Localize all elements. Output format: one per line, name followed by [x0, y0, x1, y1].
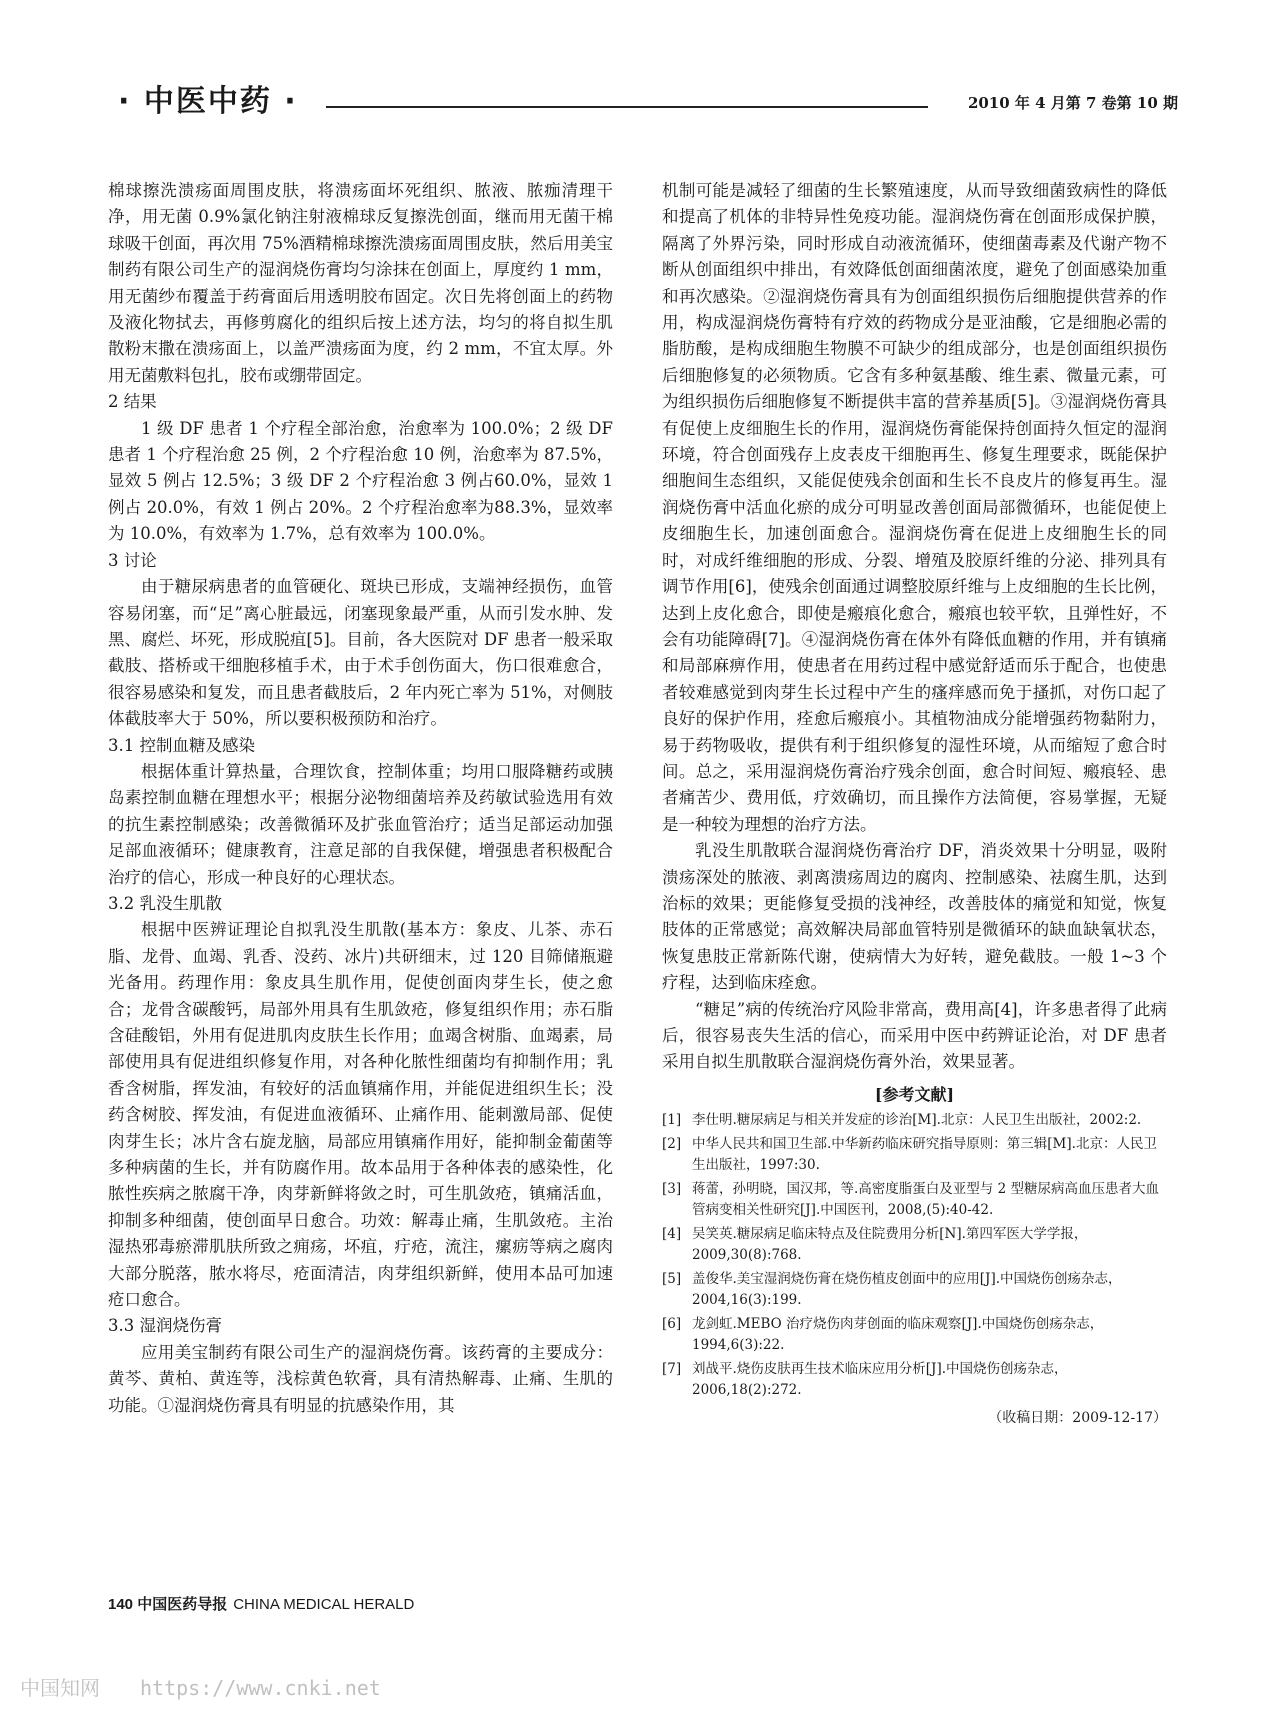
watermark-site: 中国知网: [20, 1676, 100, 1700]
reference-item: [6] 龙剑虹.MEBO 治疗烧伤肉芽创面的临床观察[J].中国烧伤创疡杂志，1994,6(3):22.: [662, 1315, 1104, 1353]
cnki-watermark: [20, 1672, 381, 1701]
reference-item: [2] 中华人民共和国卫生部.中华新药临床研究指导原则：第三辑[M].北京：人民卫生出版社，1997:30.: [662, 1135, 1157, 1173]
left-column: [108, 178, 613, 1419]
journal-english-name: CHINA MEDICAL HERALD: [233, 1596, 415, 1613]
references-list: [662, 1110, 1167, 1401]
paragraph-3-2: 根据中医辨证理论自拟乳没生肌散(基本方：象皮、儿茶、赤石脂、龙骨、血竭、乳香、没药、冰片)共研细末，过 120 目筛储瓶避光备用。药理作用：象皮具生肌作用，促使创面肉芽生长，使之愈合；龙骨含碳酸钙，局部外用具有生肌敛疮，修复组织作用；赤石脂含硅酸铝，外用有促进肌肉皮肤生长作用；血竭含树脂、血竭素，局部使用具有促进组织修复作用，对各种化脓性细菌均有抑制作用；乳香含树脂，挥发油，有较好的活血镇痛作用，并能促进组织生长；没药含树胶、挥发油，有促进血液循环、止痛作用、能刺激局部、促使肉芽生长；冰片含右旋龙脑，局部应用镇痛作用好，能抑制金葡菌等多种病菌的生长，并有防腐作用。故本品用于各种体表的感染性，化脓性疾病之脓腐干净，肉芽新鲜将敛之时，可生肌敛疮，镇痛活血，抑制多种细菌，使创面早日愈合。功效：解毒止痛，生肌敛疮。主治湿热邪毒瘀滞肌肤所致之痈疡，坏疽，疔疮，流注，瘰疬等病之腐肉大部分脱落，脓水将尽，疮面清洁，肉芽组织新鲜，使用本品可加速疮口愈合。: [108, 920, 613, 1310]
paragraph-mechanism: 机制可能是减轻了细菌的生长繁殖速度，从而导致细菌致病性的降低和提高了机体的非特异性免疫功能。湿润烧伤膏在创面形成保护膜，隔离了外界污染，同时形成自动液流循环，使细菌毒素及代谢产物不断从创面组织中排出，有效降低创面细菌浓度，避免了创面感染加重和再次感染。②湿润烧伤膏具有为创面组织损伤后细胞提供营养的作用，构成湿润烧伤膏特有疗效的药物成分是亚油酸，它是细胞必需的脂肪酸，是构成细胞生物膜不可缺少的组成部分，也是创面组织损伤后细胞修复的必须物质。它含有多种氨基酸、维生素、微量元素，可为组织损伤后细胞修复不断提供丰富的营养基质[5]。③湿润烧伤膏具有促使上皮细胞生长的作用，湿润烧伤膏能保持创面持久恒定的湿润环境，符合创面残存上皮表皮干细胞再生、修复生理要求，既能保护细胞间生态组织，又能促使残余创面和生长不良皮片的修复再生。湿润烧伤膏中活血化瘀的成分可明显改善创面局部微循环，也能促使上皮细胞生长，加速创面愈合。湿润烧伤膏在促进上皮细胞生长的同时，对成纤维细胞的形成、分裂、增殖及胶原纤维的分泌、排列具有调节作用[6]，使残余创面通过调整胶原纤维与上皮细胞的生长比例，达到上皮化愈合，即使是瘢痕化愈合，瘢痕也较平软，且弹性好，不会有功能障碍[7]。④湿润烧伤膏在体外有降低血糖的作用，并有镇痛和局部麻痹作用，使患者在用药过程中感觉舒适而乐于配合，也使患者较难感觉到肉芽生长过程中产生的瘙痒感而免于搔抓，对伤口起了良好的保护作用，痊愈后瘢痕小。其植物油成分能增强药物黏附力，易于药物吸收，提供有利于组织修复的湿性环境，从而缩短了愈合时间。总之，采用湿润烧伤膏治疗残余创面，愈合时间短、瘢痕轻、患者痛苦少、费用低，疗效确切，而且操作方法简便，容易掌握，无疑是一种较为理想的治疗方法。: [662, 181, 1167, 834]
received-date: （收稿日期：2009-12-17）: [988, 1409, 1167, 1426]
header-rule: [326, 106, 928, 108]
paragraph-3-3: 应用美宝制药有限公司生产的湿润烧伤膏。该药膏的主要成分：黄芩、黄柏、黄连等，浅棕黄色软膏，具有清热解毒、止痛、生肌的功能。①湿润烧伤膏具有明显的抗感染作用，其: [108, 1342, 613, 1415]
paragraph-3-1: 根据体重计算热量，合理饮食，控制体重；均用口服降糖药或胰岛素控制血糖在理想水平；根据分泌物细菌培养及药敏试验选用有效的抗生素控制感染；改善微循环及扩张血管治疗；适当足部运动加强足部血液循环；健康教育，注意足部的自我保健，增强患者积极配合治疗的信心，形成一种良好的心理状态。: [108, 761, 613, 887]
heading-results: 2 结果: [108, 392, 157, 412]
page-number-journal: 140 中国医药导报: [108, 1596, 228, 1613]
paragraph-conclusion: “糖足”病的传统治疗风险非常高，费用高[4]，许多患者得了此病后，很容易丧失生活的信心，而采用中医中药辨证论治，对 DF 患者采用自拟生肌散联合湿润烧伤膏外治，效果显著。: [662, 999, 1167, 1072]
reference-item: [7] 刘战平.烧伤皮肤再生技术临床应用分析[J].中国烧伤创疡杂志，2006,18(2):272.: [662, 1360, 1068, 1398]
reference-item: [4] 吴笑英.糖尿病足临床特点及住院费用分析[N].第四军医大学学报，2009,30(8):768.: [662, 1225, 1088, 1263]
running-header: [118, 82, 1178, 130]
heading-3-1: 3.1 控制血糖及感染: [108, 735, 255, 755]
reference-item: [5] 盖俊华.美宝湿润烧伤膏在烧伤植皮创面中的应用[J].中国烧伤创疡杂志，2004,16(3):199.: [662, 1270, 1122, 1308]
watermark-url: https://www.cnki.net: [140, 1676, 381, 1700]
page-footer: [108, 1593, 414, 1614]
heading-discussion: 3 讨论: [108, 550, 157, 570]
references-title: [参考文献]: [874, 1084, 955, 1104]
section-title: · 中医中药 ·: [118, 84, 298, 119]
reference-item: [1] 李仕明.糖尿病足与相关并发症的诊治[M].北京：人民卫生出版社，2002:2.: [662, 1111, 1142, 1128]
paragraph-results: 1 级 DF 患者 1 个疗程全部治愈，治愈率为 100.0%；2 级 DF 患者 1 个疗程治愈 25 例，2 个疗程治愈 10 例，治愈率为 87.5%，显效 5 例占 12.5%；3 级 DF 2 个疗程治愈 3 例占60.0%，显效 1 例占 20.0%，有效 1 例占 20%。2 个疗程治愈率为88.3%，显效率为 10.0%，有效率为 1.7%，总有效率为 100.0%。: [108, 418, 613, 544]
issue-info: 2010 年 4 月第 7 卷第 10 期: [967, 94, 1178, 112]
paragraph-methods-cont: 棉球擦洗溃疡面周围皮肤，将溃疡面坏死组织、脓液、脓痂清理干净，用无菌 0.9%氯化钠注射液棉球反复擦洗创面，继而用无菌干棉球吸干创面，再次用 75%酒精棉球擦洗溃疡面周围皮肤，然后用美宝制药有限公司生产的湿润烧伤膏均匀涂抹在创面上，厚度约 1 mm，用无菌纱布覆盖于药膏面后用透明胶布固定。次日先将创面上的药物及液化物拭去，再修剪腐化的组织后按上述方法，均匀的将自拟生肌散粉末撒在溃疡面上，以盖严溃疡面为度，约 2 mm，不宜太厚。外用无菌敷料包扎，胶布或绷带固定。: [108, 181, 613, 385]
heading-3-2: 3.2 乳没生肌散: [108, 893, 222, 913]
heading-3-3: 3.3 湿润烧伤膏: [108, 1316, 222, 1336]
right-column: [662, 178, 1167, 1431]
paragraph-discussion: 由于糖尿病患者的血管硬化、斑块已形成，支端神经损伤，血管容易闭塞，而“足”离心脏最远，闭塞现象最严重，从而引发水肿、发黑、腐烂、坏死，形成脱疽[5]。目前，各大医院对 DF 患者一般采取截肢、搭桥或干细胞移植手术，由于术手创伤面大，伤口很难愈合，很容易感染和复发，而且患者截肢后，2 年内死亡率为 51%，对侧肢体截肢率大于 50%，所以要积极预防和治疗。: [108, 577, 613, 729]
paragraph-combined-effect: 乳没生肌散联合湿润烧伤膏治疗 DF，消炎效果十分明显，吸附溃疡深处的脓液、剥离溃疡周边的腐肉、控制感染、祛腐生肌，达到治标的效果；更能修复受损的浅神经，改善肢体的痛觉和知觉，恢复肢体的正常感觉；高效解决局部血管特别是微循环的缺血缺氧状态，恢复患肢正常新陈代谢，使病情大为好转，避免截肢。一般 1~3 个疗程，达到临床痊愈。: [662, 841, 1167, 993]
reference-item: [3] 蒋蕾，孙明晓，国汉邦，等.高密度脂蛋白及亚型与 2 型糖尿病高血压患者大血管病变相关性研究[J].中国医刊，2008,(5):40-42.: [662, 1180, 1159, 1218]
